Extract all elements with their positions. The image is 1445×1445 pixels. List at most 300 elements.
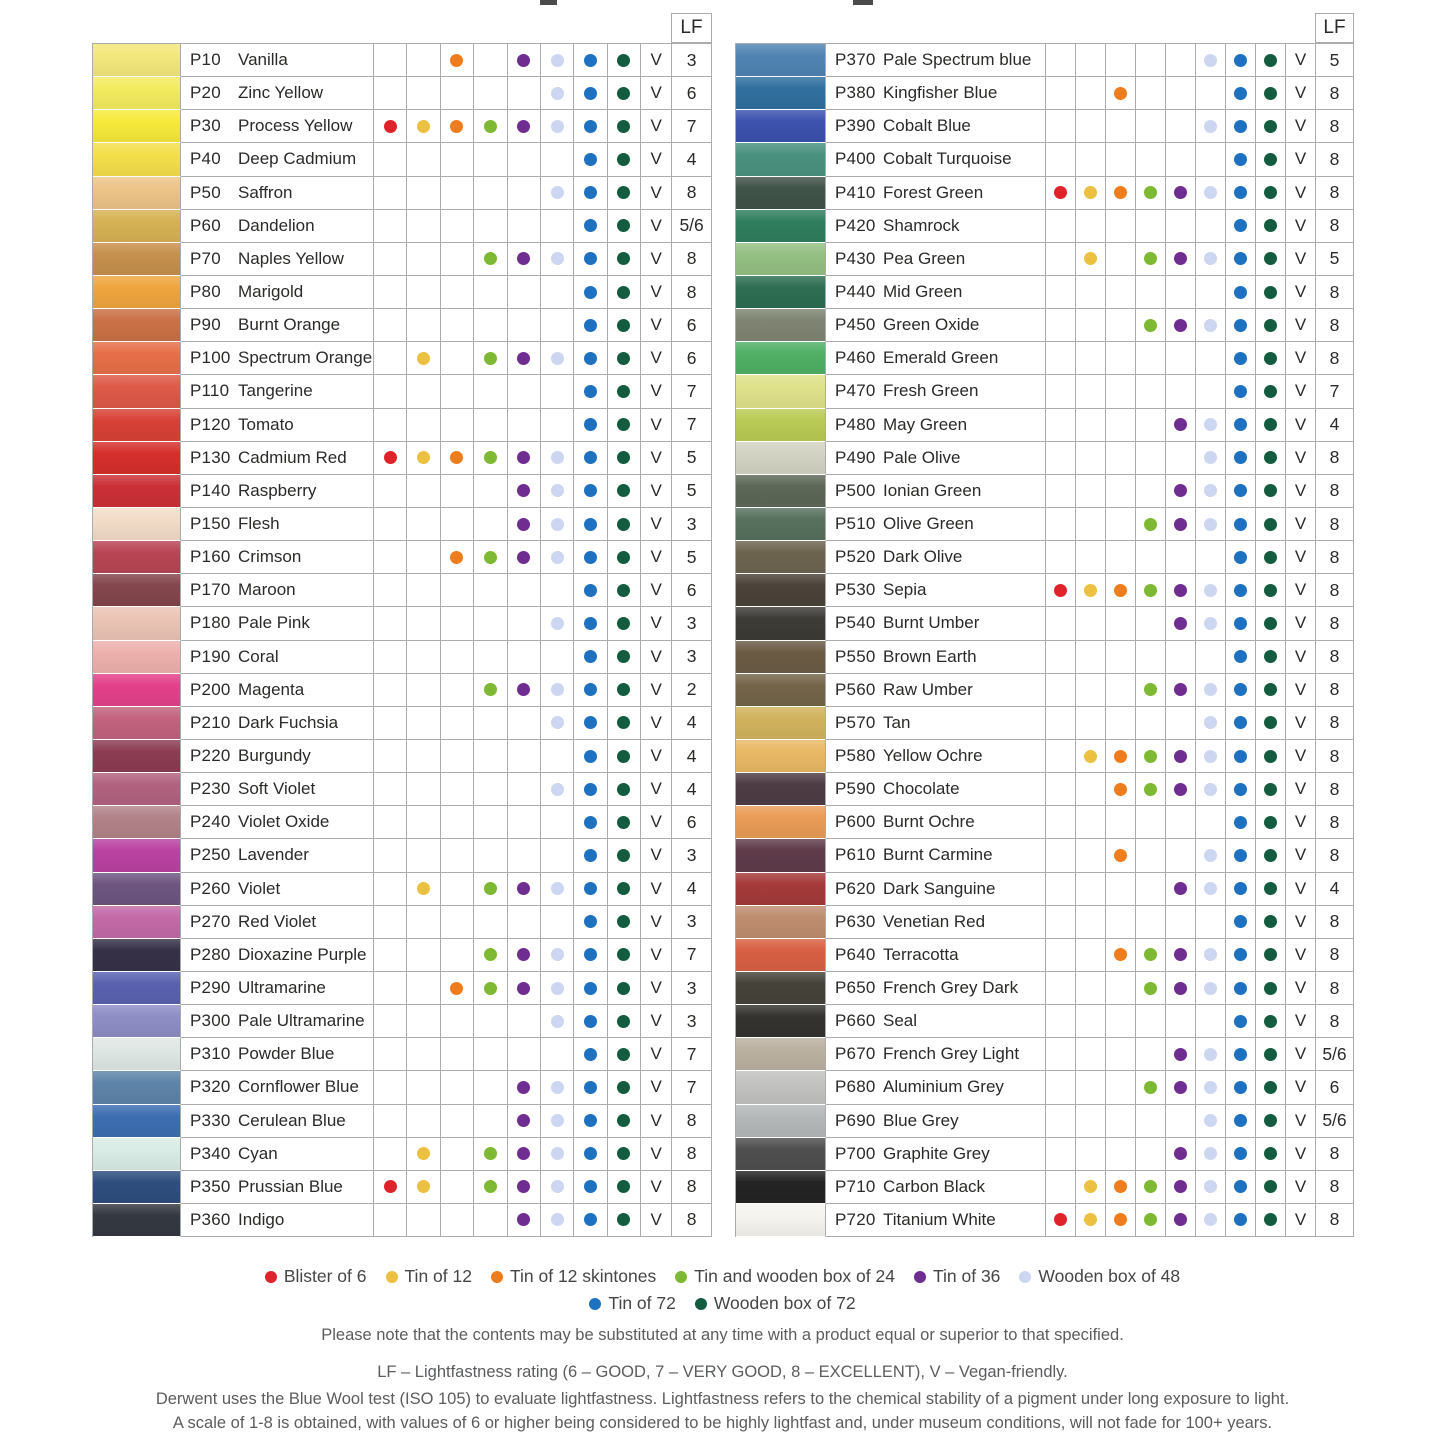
- color-code: P60: [190, 215, 221, 235]
- set-cell-tin-of-12: [1076, 442, 1106, 475]
- set-cell-wooden-box-of-72: [608, 342, 641, 375]
- set-cell-blister-of-6: [374, 409, 407, 442]
- set-cell-tin-of-12: [1076, 707, 1106, 740]
- color-name-cell: [181, 110, 374, 143]
- set-cell-wooden-box-of-48: [1196, 1138, 1226, 1171]
- color-code: P610: [835, 845, 876, 865]
- dot-tin-and-wooden-box-of-24: [1144, 319, 1157, 332]
- set-cell-tin-and-wooden-box-of-24: [1136, 806, 1166, 839]
- color-code: P200: [190, 679, 231, 699]
- dot-tin-and-wooden-box-of-24: [484, 1180, 497, 1193]
- lf-value: 8: [1316, 210, 1354, 243]
- color-name-cell: [826, 77, 1046, 110]
- dot-tin-of-36: [1174, 1147, 1187, 1160]
- set-cell-tin-of-12-skintones: [441, 740, 474, 773]
- color-row: [93, 210, 712, 243]
- set-cell-tin-of-36: [508, 707, 541, 740]
- dot-tin-of-72: [1234, 650, 1247, 663]
- vegan-mark: V: [641, 1071, 672, 1104]
- set-cell-tin-of-12: [1076, 375, 1106, 408]
- set-cell-tin-of-36: [508, 1038, 541, 1071]
- set-cell-tin-and-wooden-box-of-24: [1136, 574, 1166, 607]
- set-cell-tin-of-12: [1076, 1105, 1106, 1138]
- set-cell-tin-of-12: [1076, 641, 1106, 674]
- set-cell-tin-of-12-skintones: [441, 906, 474, 939]
- set-cell-blister-of-6: [1046, 674, 1076, 707]
- dot-tin-of-72: [584, 783, 597, 796]
- set-cell-tin-of-36: [1166, 409, 1196, 442]
- color-swatch: [93, 409, 181, 442]
- set-cell-tin-of-36: [508, 574, 541, 607]
- legend-line: [0, 1290, 1445, 1317]
- dot-tin-of-72: [584, 54, 597, 67]
- set-cell-wooden-box-of-48: [1196, 210, 1226, 243]
- color-row: [736, 707, 1354, 740]
- set-cell-tin-of-12-skintones: [1106, 1171, 1136, 1204]
- color-name-cell: [181, 1138, 374, 1171]
- set-cell-wooden-box-of-48: [541, 1071, 574, 1104]
- color-code: P70: [190, 248, 221, 268]
- set-cell-tin-of-12: [407, 375, 440, 408]
- dot-tin-of-72: [1234, 186, 1247, 199]
- dot-tin-of-72: [1234, 286, 1247, 299]
- legend-label: Wooden box of 72: [713, 1293, 856, 1313]
- set-cell-tin-of-12-skintones: [1106, 442, 1136, 475]
- set-cell-wooden-box-of-72: [1256, 574, 1286, 607]
- set-cell-wooden-box-of-72: [608, 508, 641, 541]
- color-swatch: [736, 641, 826, 674]
- vegan-mark: V: [641, 1138, 672, 1171]
- set-cell-tin-of-36: [508, 806, 541, 839]
- color-name-cell: [826, 508, 1046, 541]
- color-name: Tomato: [238, 414, 294, 434]
- dot-tin-of-12-skintones: [450, 451, 463, 464]
- lf-value: 8: [1316, 773, 1354, 806]
- set-cell-blister-of-6: [1046, 1171, 1076, 1204]
- color-row: [736, 607, 1354, 640]
- dot-tin-of-12: [417, 451, 430, 464]
- set-cell-wooden-box-of-72: [608, 442, 641, 475]
- dot-wooden-box-of-48: [551, 120, 564, 133]
- dot-wooden-box-of-72: [1264, 1015, 1277, 1028]
- set-cell-blister-of-6: [1046, 177, 1076, 210]
- dot-tin-of-72: [1234, 451, 1247, 464]
- vegan-mark: V: [1286, 210, 1316, 243]
- color-name: Cobalt Blue: [883, 116, 971, 136]
- color-swatch: [93, 1005, 181, 1038]
- vegan-mark: V: [641, 806, 672, 839]
- set-cell-tin-of-12-skintones: [441, 1005, 474, 1038]
- color-swatch: [736, 707, 826, 740]
- lf-value: 5/6: [672, 210, 712, 243]
- set-cell-tin-and-wooden-box-of-24: [1136, 508, 1166, 541]
- dot-tin-of-72: [584, 385, 597, 398]
- color-row: [93, 1005, 712, 1038]
- set-cell-wooden-box-of-72: [1256, 906, 1286, 939]
- set-cell-wooden-box-of-72: [608, 574, 641, 607]
- vegan-mark: V: [641, 1105, 672, 1138]
- set-cell-tin-of-12-skintones: [1106, 839, 1136, 872]
- color-name-cell: [181, 972, 374, 1005]
- set-cell-tin-of-12: [1076, 77, 1106, 110]
- color-swatch: [93, 77, 181, 110]
- set-cell-wooden-box-of-48: [1196, 143, 1226, 176]
- set-cell-tin-of-12-skintones: [441, 110, 474, 143]
- set-cell-blister-of-6: [1046, 1204, 1076, 1237]
- dot-wooden-box-of-72: [1264, 816, 1277, 829]
- color-row: [93, 342, 712, 375]
- color-swatch: [93, 508, 181, 541]
- set-cell-wooden-box-of-48: [1196, 243, 1226, 276]
- set-cell-tin-of-12-skintones: [441, 342, 474, 375]
- color-name: Soft Violet: [238, 779, 316, 799]
- color-code: P210: [190, 712, 231, 732]
- dot-blister-of-6: [1054, 186, 1067, 199]
- set-cell-tin-of-12: [1076, 409, 1106, 442]
- dot-tin-of-72: [584, 1081, 597, 1094]
- color-swatch: [93, 276, 181, 309]
- color-name: Graphite Grey: [883, 1143, 990, 1163]
- lf-value: 8: [1316, 1005, 1354, 1038]
- set-cell-tin-and-wooden-box-of-24: [1136, 177, 1166, 210]
- dot-blister-of-6: [384, 1180, 397, 1193]
- color-swatch: [93, 773, 181, 806]
- set-cell-wooden-box-of-48: [1196, 873, 1226, 906]
- set-cell-tin-of-36: [508, 475, 541, 508]
- color-swatch: [93, 740, 181, 773]
- lf-value: 3: [672, 641, 712, 674]
- set-cell-tin-of-36: [508, 143, 541, 176]
- color-swatch: [736, 110, 826, 143]
- color-name: Dark Olive: [883, 547, 963, 567]
- set-cell-tin-of-72: [1226, 674, 1256, 707]
- legend-label: Tin of 12 skintones: [509, 1266, 657, 1286]
- dot-tin-of-72: [1234, 1048, 1247, 1061]
- set-cell-tin-of-72: [1226, 939, 1256, 972]
- color-swatch: [93, 906, 181, 939]
- dot-tin-of-36: [517, 1147, 530, 1160]
- dot-tin-of-72: [1234, 153, 1247, 166]
- set-cell-wooden-box-of-72: [608, 143, 641, 176]
- color-name: Seal: [883, 1011, 918, 1031]
- set-cell-tin-of-12-skintones: [1106, 1138, 1136, 1171]
- vegan-mark: V: [1286, 177, 1316, 210]
- set-cell-wooden-box-of-48: [1196, 1171, 1226, 1204]
- vegan-mark: V: [641, 243, 672, 276]
- dot-tin-of-72: [1234, 915, 1247, 928]
- set-cell-tin-and-wooden-box-of-24: [474, 110, 507, 143]
- set-cell-wooden-box-of-48: [541, 1171, 574, 1204]
- color-name-cell: [181, 873, 374, 906]
- color-name-cell: [826, 210, 1046, 243]
- lf-value: 3: [672, 906, 712, 939]
- set-cell-tin-of-72: [574, 143, 607, 176]
- set-cell-wooden-box-of-48: [1196, 906, 1226, 939]
- color-name-cell: [826, 806, 1046, 839]
- set-cell-tin-of-72: [574, 839, 607, 872]
- dot-tin-of-36: [517, 982, 530, 995]
- dot-wooden-box-of-48: [1204, 948, 1217, 961]
- set-cell-blister-of-6: [374, 574, 407, 607]
- set-cell-tin-of-12: [407, 44, 440, 77]
- set-cell-tin-and-wooden-box-of-24: [1136, 1105, 1166, 1138]
- lf-value: 8: [672, 177, 712, 210]
- lf-value: 3: [672, 508, 712, 541]
- color-name-cell: [181, 1105, 374, 1138]
- color-swatch: [736, 906, 826, 939]
- color-name-cell: [181, 674, 374, 707]
- vegan-mark: V: [1286, 442, 1316, 475]
- set-cell-tin-of-72: [574, 1005, 607, 1038]
- set-cell-tin-of-12: [407, 674, 440, 707]
- color-name-cell: [826, 143, 1046, 176]
- color-swatch: [736, 574, 826, 607]
- set-cell-tin-of-72: [1226, 1105, 1256, 1138]
- set-cell-wooden-box-of-72: [1256, 475, 1286, 508]
- color-code: P670: [835, 1044, 876, 1064]
- color-name-cell: [181, 309, 374, 342]
- legend-item-tin-of-12-skintones: [491, 1266, 656, 1287]
- set-cell-wooden-box-of-48: [541, 342, 574, 375]
- set-cell-tin-of-12: [1076, 508, 1106, 541]
- set-cell-wooden-box-of-48: [1196, 806, 1226, 839]
- lf-value: 4: [672, 773, 712, 806]
- set-cell-tin-of-36: [508, 607, 541, 640]
- dot-tin-of-72: [584, 286, 597, 299]
- dot-tin-and-wooden-box-of-24: [484, 882, 497, 895]
- color-code: P230: [190, 779, 231, 799]
- dot-tin-and-wooden-box-of-24: [484, 451, 497, 464]
- color-row: [736, 541, 1354, 574]
- set-cell-tin-of-12: [407, 574, 440, 607]
- set-cell-tin-of-12-skintones: [1106, 342, 1136, 375]
- color-row: [736, 342, 1354, 375]
- set-cell-tin-of-72: [1226, 77, 1256, 110]
- dot-wooden-box-of-72: [1264, 650, 1277, 663]
- set-cell-wooden-box-of-72: [608, 873, 641, 906]
- color-name: Burnt Umber: [883, 613, 980, 633]
- color-swatch: [736, 342, 826, 375]
- set-cell-wooden-box-of-48: [541, 1204, 574, 1237]
- color-swatch: [736, 1071, 826, 1104]
- color-name: Pea Green: [883, 248, 966, 268]
- set-cell-tin-of-12: [1076, 44, 1106, 77]
- vegan-mark: V: [641, 309, 672, 342]
- set-cell-tin-of-36: [508, 77, 541, 110]
- dot-wooden-box-of-72: [1264, 1213, 1277, 1226]
- dot-wooden-box-of-48: [1204, 1114, 1217, 1127]
- color-swatch: [736, 1204, 826, 1237]
- set-cell-tin-of-36: [508, 110, 541, 143]
- lf-column-header-right: [1315, 13, 1354, 43]
- dot-wooden-box-of-48: [551, 451, 564, 464]
- dot-wooden-box-of-48: [1204, 484, 1217, 497]
- set-cell-tin-of-12: [407, 839, 440, 872]
- color-code: P550: [835, 646, 876, 666]
- dot-tin-of-72: [1234, 219, 1247, 232]
- set-cell-wooden-box-of-72: [1256, 143, 1286, 176]
- set-cell-wooden-box-of-72: [1256, 44, 1286, 77]
- set-cell-wooden-box-of-72: [1256, 1071, 1286, 1104]
- set-cell-tin-and-wooden-box-of-24: [1136, 1005, 1166, 1038]
- lf-value: 5/6: [1316, 1038, 1354, 1071]
- dot-tin-of-72: [584, 153, 597, 166]
- set-cell-wooden-box-of-72: [1256, 1105, 1286, 1138]
- set-cell-tin-of-12: [407, 243, 440, 276]
- set-cell-tin-of-12: [1076, 309, 1106, 342]
- set-cell-tin-of-36: [1166, 1204, 1196, 1237]
- set-cell-tin-of-12: [407, 1071, 440, 1104]
- dot-wooden-box-of-48: [551, 1114, 564, 1127]
- set-cell-tin-of-36: [508, 276, 541, 309]
- color-name: Red Violet: [238, 911, 317, 931]
- dot-wooden-box-of-72: [1264, 120, 1277, 133]
- set-cell-blister-of-6: [1046, 641, 1076, 674]
- set-cell-wooden-box-of-48: [541, 309, 574, 342]
- set-cell-blister-of-6: [1046, 1138, 1076, 1171]
- color-row: [93, 1171, 712, 1204]
- set-cell-tin-of-72: [574, 939, 607, 972]
- color-swatch: [93, 1038, 181, 1071]
- color-name-cell: [181, 44, 374, 77]
- vegan-mark: V: [1286, 1005, 1316, 1038]
- dot-tin-of-72: [1234, 716, 1247, 729]
- set-cell-tin-of-72: [574, 1138, 607, 1171]
- dot-tin-of-12: [417, 1147, 430, 1160]
- set-cell-tin-and-wooden-box-of-24: [474, 906, 507, 939]
- dot-wooden-box-of-48: [1204, 1147, 1217, 1160]
- set-cell-tin-of-12: [407, 110, 440, 143]
- set-cell-tin-of-36: [1166, 1038, 1196, 1071]
- color-swatch: [736, 442, 826, 475]
- dot-wooden-box-of-72: [617, 882, 630, 895]
- color-name: Aluminium Grey: [883, 1077, 1004, 1097]
- color-name-cell: [181, 475, 374, 508]
- color-name: Burnt Orange: [238, 315, 341, 335]
- set-cell-wooden-box-of-48: [541, 740, 574, 773]
- dot-tin-of-72: [1234, 1213, 1247, 1226]
- color-row: [736, 1105, 1354, 1138]
- set-cell-wooden-box-of-48: [541, 77, 574, 110]
- set-cell-tin-of-72: [574, 442, 607, 475]
- color-swatch: [93, 707, 181, 740]
- set-cell-tin-of-12-skintones: [441, 1038, 474, 1071]
- set-cell-tin-and-wooden-box-of-24: [474, 773, 507, 806]
- dot-wooden-box-of-72: [617, 252, 630, 265]
- set-cell-tin-of-12: [1076, 607, 1106, 640]
- set-cell-tin-of-36: [1166, 674, 1196, 707]
- dot-tin-of-72: [1234, 319, 1247, 332]
- dot-tin-of-36: [517, 948, 530, 961]
- set-cell-tin-of-12-skintones: [441, 475, 474, 508]
- set-cell-blister-of-6: [374, 143, 407, 176]
- color-row: [736, 1171, 1354, 1204]
- set-cell-tin-of-72: [1226, 110, 1256, 143]
- color-name-cell: [826, 1204, 1046, 1237]
- set-cell-blister-of-6: [374, 1138, 407, 1171]
- set-cell-wooden-box-of-48: [1196, 1105, 1226, 1138]
- dot-wooden-box-of-48: [551, 783, 564, 796]
- dot-tin-of-72: [584, 1015, 597, 1028]
- color-code: P660: [835, 1011, 876, 1031]
- dot-wooden-box-of-72: [617, 1147, 630, 1160]
- set-cell-tin-of-36: [1166, 707, 1196, 740]
- vegan-mark: V: [641, 177, 672, 210]
- set-cell-tin-of-12-skintones: [1106, 110, 1136, 143]
- dot-tin-of-12: [417, 1180, 430, 1193]
- dot-wooden-box-of-72: [617, 1114, 630, 1127]
- legend-label: Tin of 12: [404, 1266, 472, 1286]
- set-cell-wooden-box-of-72: [1256, 508, 1286, 541]
- color-name: Brown Earth: [883, 646, 977, 666]
- color-code: P360: [190, 1209, 231, 1229]
- color-name: Flesh: [238, 514, 280, 534]
- dot-tin-of-72: [584, 1180, 597, 1193]
- color-row: [93, 508, 712, 541]
- dot-tin-of-72: [584, 650, 597, 663]
- dot-tin-of-72: [584, 750, 597, 763]
- vegan-mark: V: [641, 143, 672, 176]
- color-row: [93, 773, 712, 806]
- color-name-cell: [181, 442, 374, 475]
- set-cell-blister-of-6: [374, 773, 407, 806]
- set-cell-tin-and-wooden-box-of-24: [474, 442, 507, 475]
- color-name: Pale Pink: [238, 613, 310, 633]
- color-code: P160: [190, 547, 231, 567]
- set-cell-wooden-box-of-48: [1196, 740, 1226, 773]
- set-cell-tin-of-12: [407, 1038, 440, 1071]
- set-cell-blister-of-6: [374, 839, 407, 872]
- color-code: P340: [190, 1143, 231, 1163]
- color-code: P490: [835, 447, 876, 467]
- set-cell-wooden-box-of-72: [1256, 674, 1286, 707]
- dot-tin-of-72: [584, 551, 597, 564]
- dot-tin-of-72: [584, 87, 597, 100]
- color-code: P640: [835, 944, 876, 964]
- set-cell-tin-of-12-skintones: [441, 541, 474, 574]
- color-name: Spectrum Orange: [238, 348, 373, 368]
- lf-value: 3: [672, 607, 712, 640]
- set-cell-tin-of-72: [574, 375, 607, 408]
- set-cell-blister-of-6: [374, 442, 407, 475]
- dot-tin-of-36: [517, 120, 530, 133]
- set-cell-wooden-box-of-72: [1256, 409, 1286, 442]
- set-cell-tin-of-36: [1166, 1171, 1196, 1204]
- color-name-cell: [826, 740, 1046, 773]
- set-cell-tin-of-36: [508, 773, 541, 806]
- lf-value: 8: [672, 1171, 712, 1204]
- dot-wooden-box-of-48: [1204, 849, 1217, 862]
- color-name-cell: [181, 276, 374, 309]
- set-cell-tin-of-72: [1226, 773, 1256, 806]
- lf-value: 6: [1316, 1071, 1354, 1104]
- lf-value: 4: [1316, 409, 1354, 442]
- color-name-cell: [826, 1105, 1046, 1138]
- set-cell-wooden-box-of-48: [541, 276, 574, 309]
- color-row: [736, 442, 1354, 475]
- set-cell-tin-of-36: [1166, 607, 1196, 640]
- color-name: Process Yellow: [238, 116, 353, 136]
- dot-tin-of-72: [1234, 584, 1247, 597]
- color-name: Lavender: [238, 845, 309, 865]
- set-cell-blister-of-6: [1046, 442, 1076, 475]
- color-code: P590: [835, 779, 876, 799]
- color-name-cell: [181, 839, 374, 872]
- color-name-cell: [826, 574, 1046, 607]
- set-cell-tin-of-72: [574, 707, 607, 740]
- dot-tin-of-12: [1084, 1180, 1097, 1193]
- lf-value: 7: [672, 1038, 712, 1071]
